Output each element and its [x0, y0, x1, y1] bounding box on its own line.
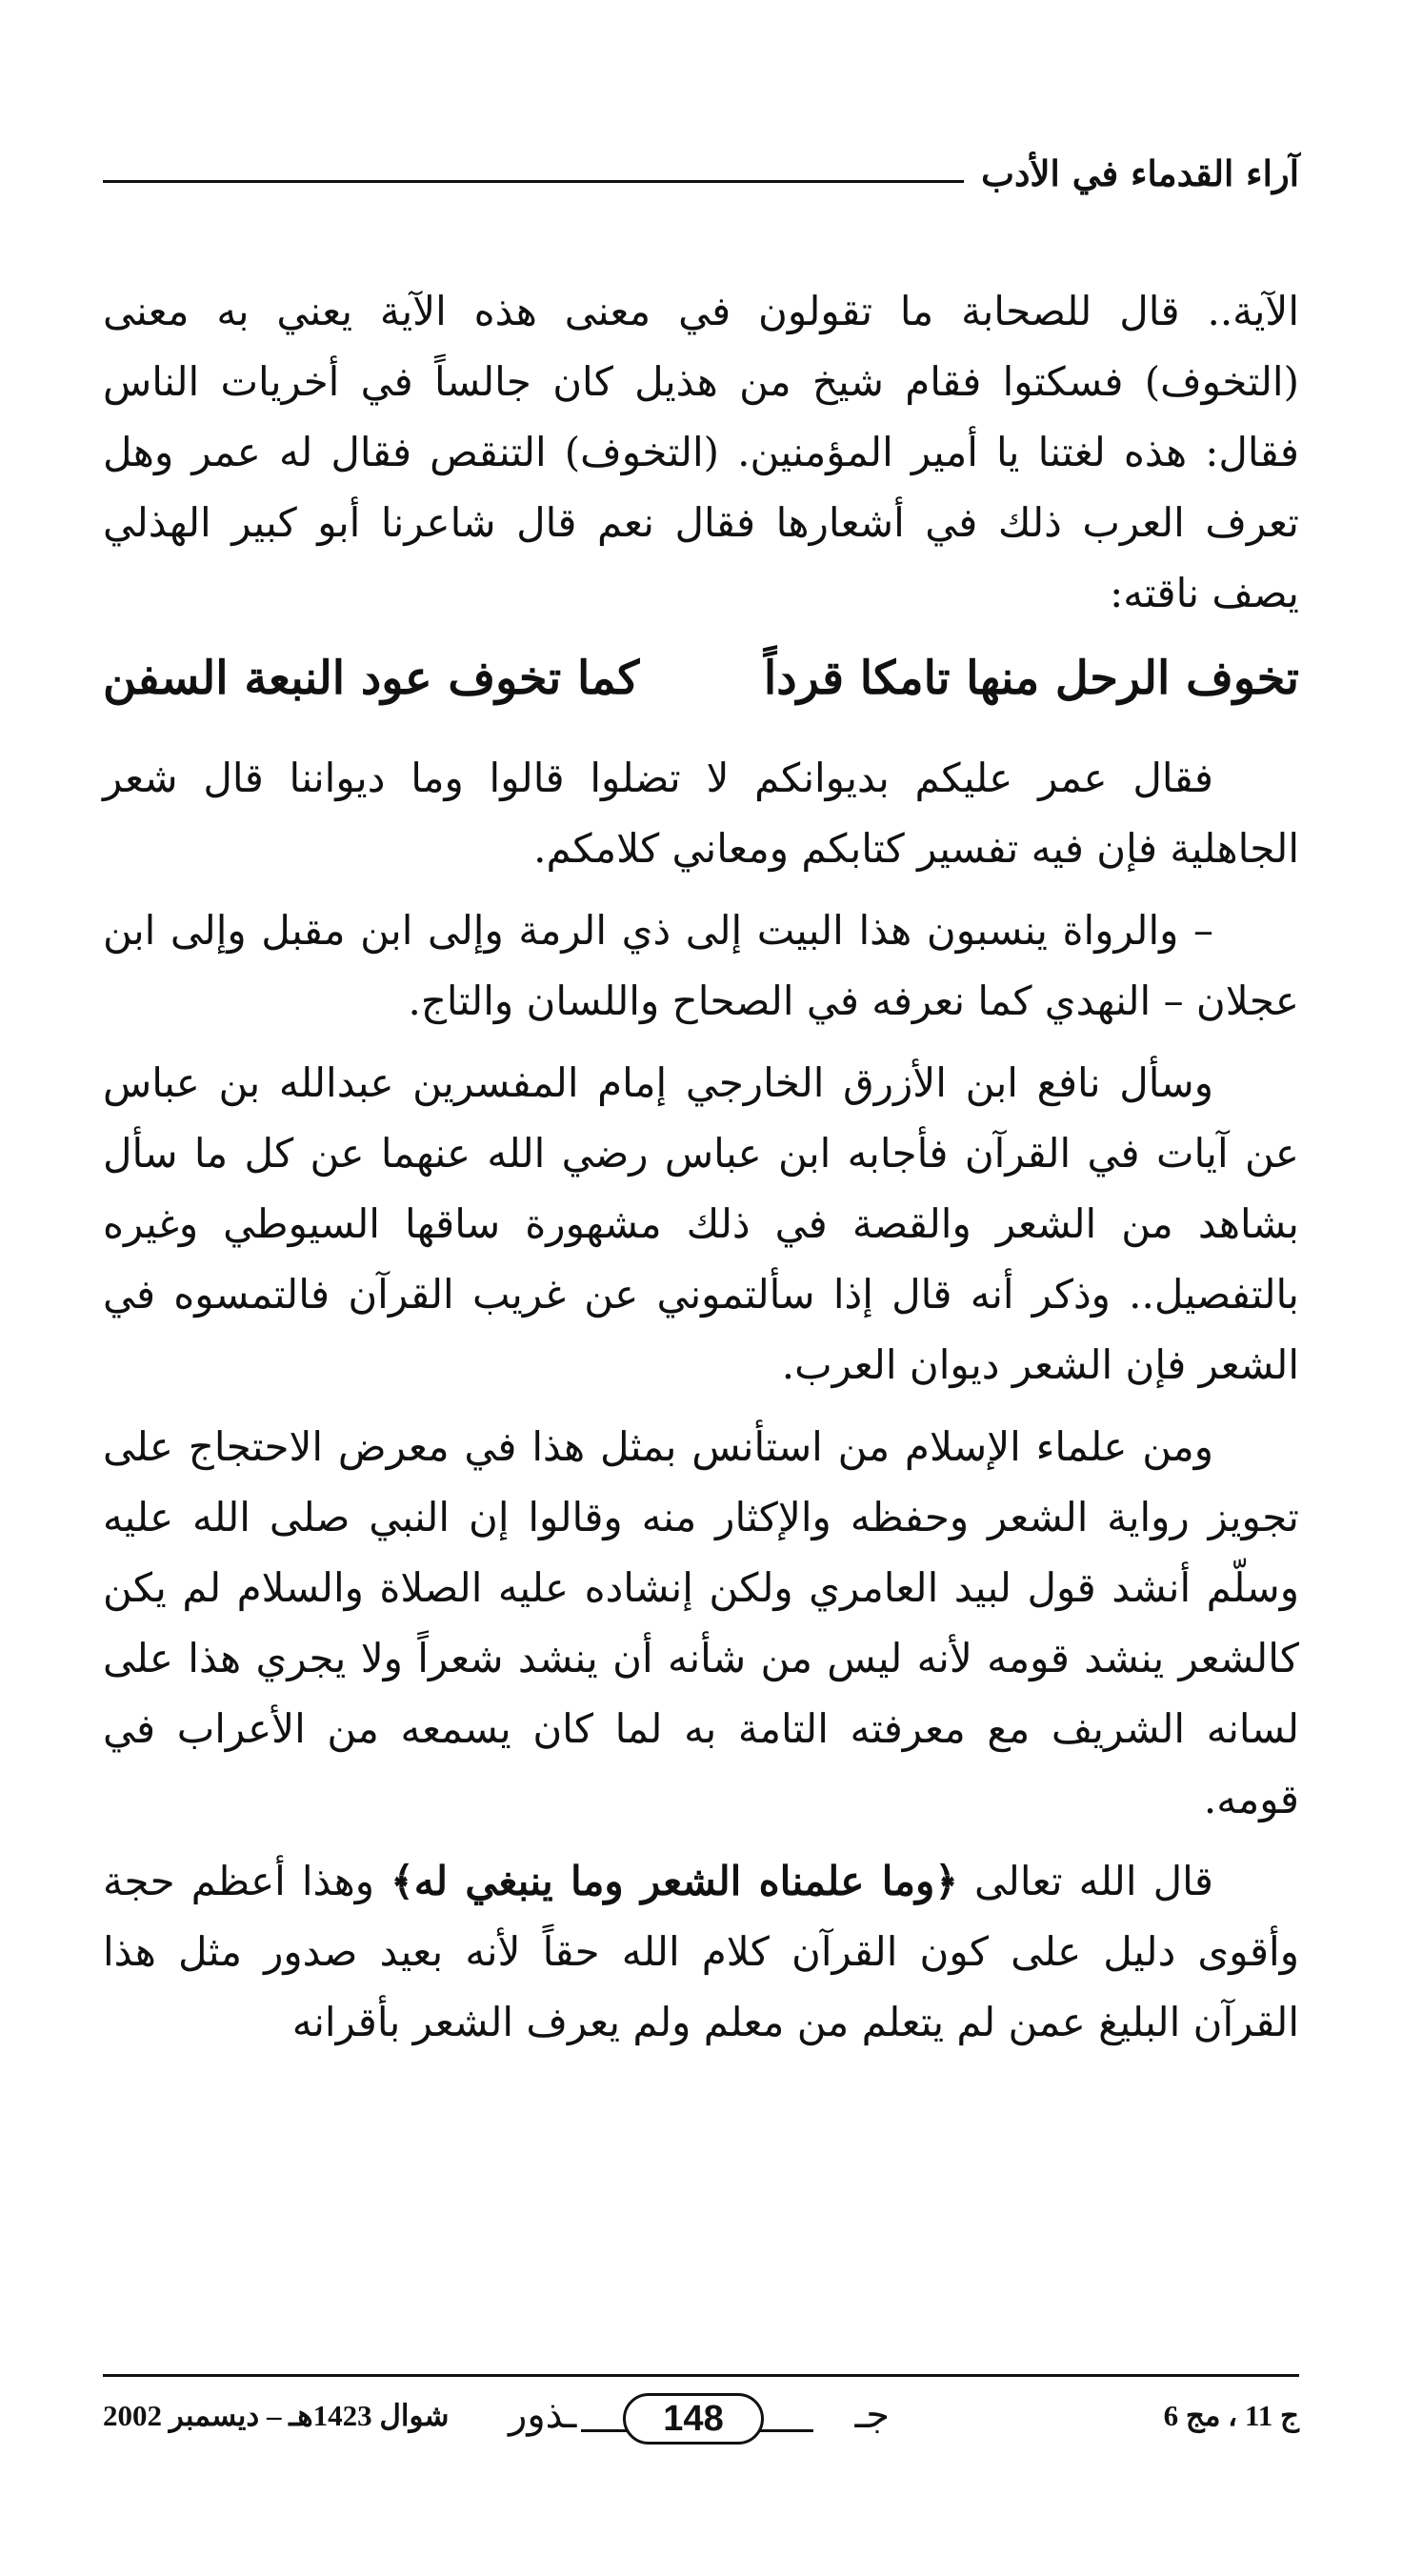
paragraph-4: وسأل نافع ابن الأزرق الخارجي إمام المفسرين عبدالله بن عباس عن آيات في القرآن فأجابه ابن عباس رضي الله عنهما عن كل ما سأل بشاهد من الشعر والقصة في ذلك مشهورة ساقها السيوطي وغيره بالتفصيل.. وذكر أنه قال إذا سألتموني عن غريب القرآن فالتمسوه في الشعر فإن الشعر ديوان العرب.	[103, 1059, 1299, 1388]
footer-date: شوال 1423هـ – ديسمبر 2002	[103, 2399, 450, 2432]
page-footer	[103, 2374, 1299, 2450]
journal-line-right	[760, 2429, 813, 2432]
running-title: آراء القدماء في الأدب	[981, 152, 1299, 194]
paragraph-5: ومن علماء الإسلام من استأنس بمثل هذا في معرض الاحتجاج على تجويز رواية الشعر وحفظه والإكثار منه وقالوا إن النبي صلى الله عليه وسلّم أنشد قول لبيد العامري ولكن إنشاده عليه الصلاة والسلام لم يكن كالشعر ينشد قومه لأنه ليس من شأنه أن ينشد شعراً ولا يجري هذا على لسانه الشريف مع معرفته التامة به لما كان يسمعه من الأعراب في قومه.	[103, 1423, 1299, 1822]
paragraph-6	[103, 1846, 1299, 2058]
paragraph-1: الآية.. قال للصحابة ما تقولون في معنى هذه الآية يعني به معنى (التخوف) فسكتوا فقام شيخ من هذيل كان جالساً في أخريات الناس فقال: هذه لغتنا يا أمير المؤمنين. (التخوف) التنقص فقال له عمر وهل تعرف العرب ذلك في أشعارها فقال نعم قال شاعرنا أبو كبير الهذلي يصف ناقته:	[103, 288, 1299, 616]
journal-name-left: ـذور	[509, 2393, 577, 2437]
page-number: 148	[623, 2393, 764, 2445]
footer-issue: ج 11 ، مج 6	[1163, 2399, 1299, 2432]
paragraph-2: فقال عمر عليكم بديوانكم لا تضلوا قالوا وما ديواننا قال شعر الجاهلية فإن فيه تفسير كتابكم ومعاني كلامكم.	[103, 755, 1299, 872]
verse-second-hemistich: كما تخوف عود النبعة السفن	[103, 652, 640, 705]
journal-name-mark	[474, 2391, 931, 2448]
verse-first-hemistich: تخوف الرحل منها تامكا قرداً	[763, 652, 1299, 705]
paragraph-3: – والرواة ينسبون هذا البيت إلى ذي الرمة وإلى ابن مقبل وإلى ابن عجلان – النهدي كما نعرفه في الصحاح واللسان والتاج.	[103, 907, 1299, 1024]
running-header	[103, 145, 1299, 202]
quran-quote: ﴿وما علمناه الشعر وما ينبغي له﴾	[391, 1858, 958, 1904]
journal-name-right: جـ	[854, 2393, 890, 2437]
footer-rule	[103, 2374, 1299, 2377]
paragraph-6-intro: قال الله تعالى	[957, 1858, 1213, 1904]
journal-line-left	[581, 2429, 627, 2432]
body-text	[103, 276, 1299, 2069]
header-rule	[103, 180, 964, 183]
paragraph-6-rest: وهذا أعظم حجة وأقوى دليل على كون القرآن كلام الله حقاً لأنه بعيد صدور مثل هذا القرآن البليغ عمن لم يتعلم من معلم ولم يعرف الشعر بأقرانه	[103, 1858, 1299, 2045]
poem-verse	[103, 640, 1299, 716]
